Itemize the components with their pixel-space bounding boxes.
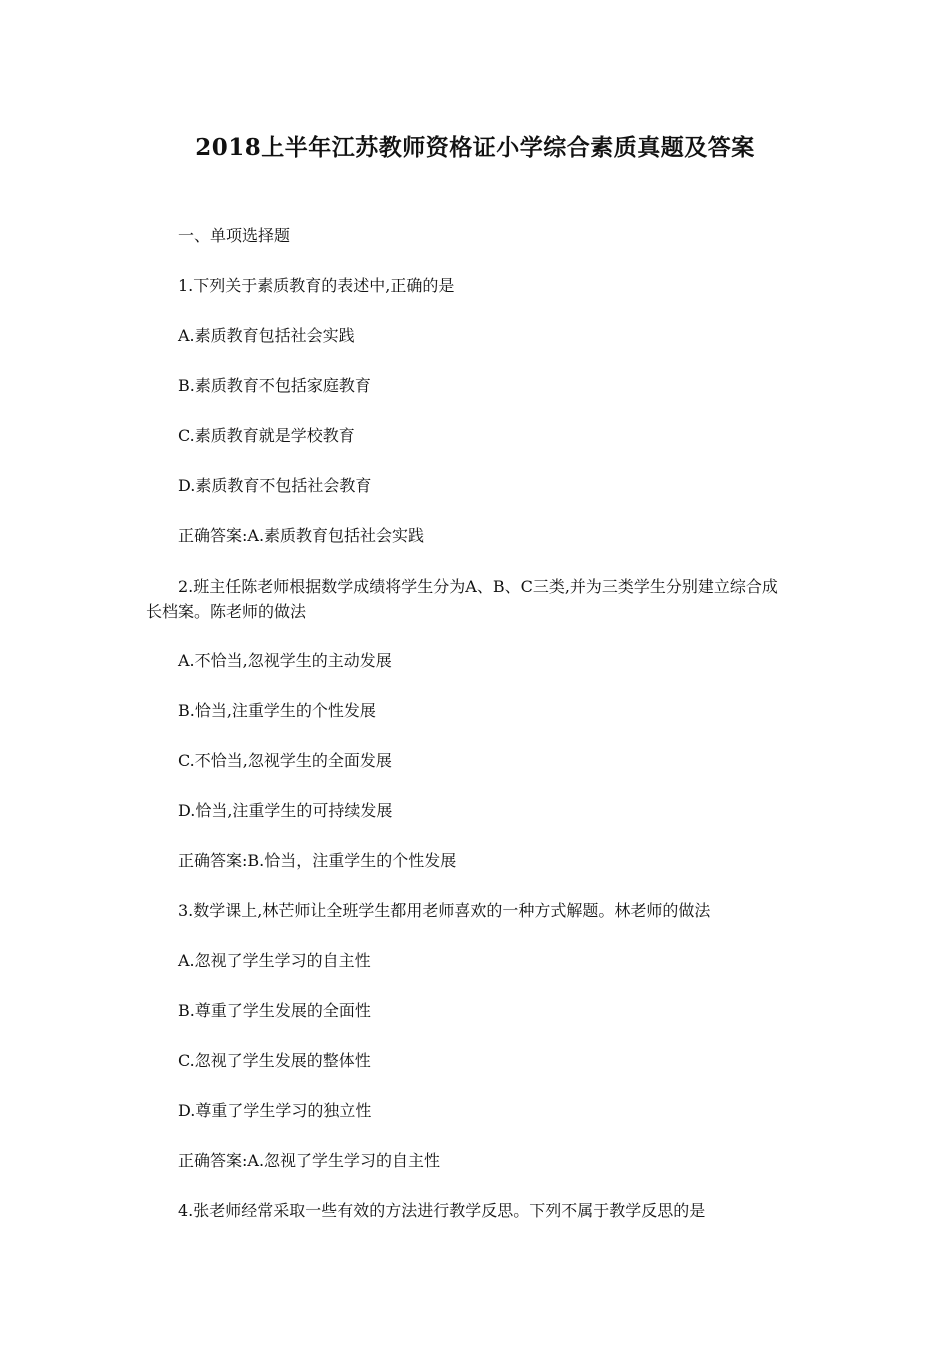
question-2-stem-line-1: 2.班主任陈老师根据数学成绩将学生分为A、B、C三类,并为三类学生分别建立综合成 xyxy=(178,577,778,596)
question-2-stem-line-2: 长档案。陈老师的做法 xyxy=(146,602,307,621)
question-1-option-c: C.素质教育就是学校教育 xyxy=(178,426,355,445)
question-2-option-a: A.不恰当,忽视学生的主动发展 xyxy=(178,651,392,670)
question-3-option-c: C.忽视了学生发展的整体性 xyxy=(178,1051,371,1070)
document-title: 2018上半年江苏教师资格证小学综合素质真题及答案 xyxy=(195,134,755,161)
question-3-option-d: D.尊重了学生学习的独立性 xyxy=(178,1101,372,1120)
question-3-option-a: A.忽视了学生学习的自主性 xyxy=(178,951,371,970)
question-1-answer: 正确答案:A.素质教育包括社会实践 xyxy=(178,526,425,545)
question-3-answer: 正确答案:A.忽视了学生学习的自主性 xyxy=(178,1151,441,1170)
question-4-stem: 4.张老师经常采取一些有效的方法进行教学反思。下列不属于教学反思的是 xyxy=(178,1201,706,1220)
section-heading: 一、单项选择题 xyxy=(178,226,291,245)
question-2-stem xyxy=(146,574,816,624)
question-3-option-b: B.尊重了学生发展的全面性 xyxy=(178,1001,371,1020)
question-1-option-b: B.素质教育不包括家庭教育 xyxy=(178,376,371,395)
question-1-option-d: D.素质教育不包括社会教育 xyxy=(178,476,372,495)
question-1-stem: 1.下列关于素质教育的表述中,正确的是 xyxy=(178,276,455,295)
question-2-answer: 正确答案:B.恰当，注重学生的个性发展 xyxy=(178,851,457,870)
question-2-option-c: C.不恰当,忽视学生的全面发展 xyxy=(178,751,392,770)
question-2-option-d: D.恰当,注重学生的可持续发展 xyxy=(178,801,393,820)
question-1-option-a: A.素质教育包括社会实践 xyxy=(178,326,355,345)
question-2-option-b: B.恰当,注重学生的个性发展 xyxy=(178,701,376,720)
question-3-stem: 3.数学课上,林芒师让全班学生都用老师喜欢的一种方式解题。林老师的做法 xyxy=(178,901,711,920)
